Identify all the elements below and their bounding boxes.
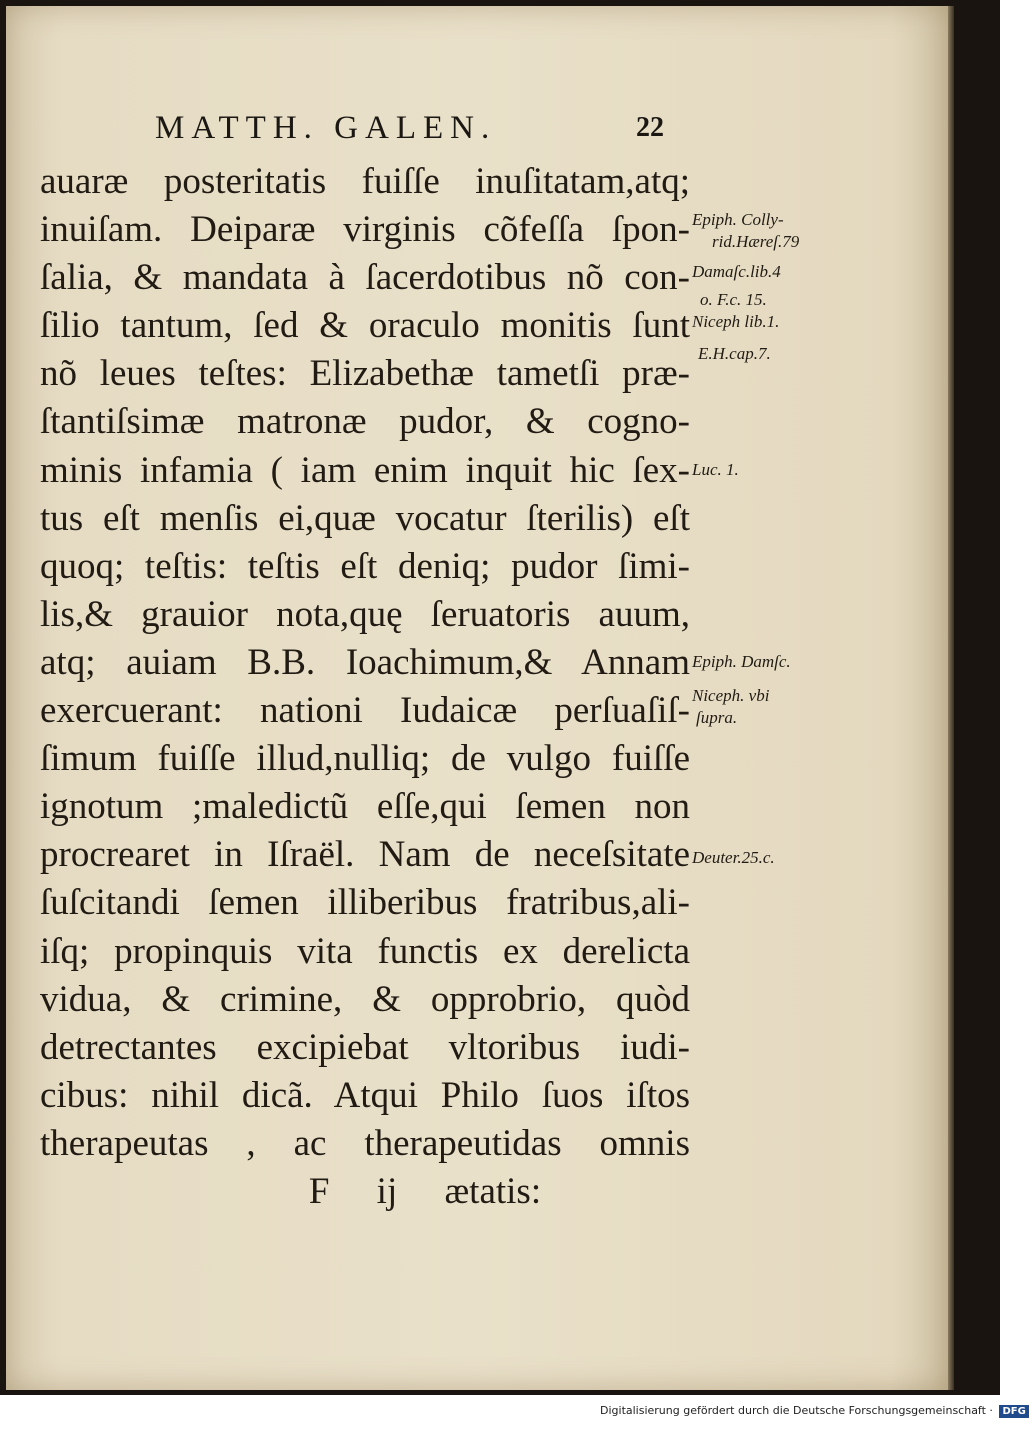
running-title: MATTH. GALEN.	[155, 110, 497, 146]
margin-note: Epiph. Colly-	[692, 210, 784, 229]
page-edge	[948, 6, 954, 1390]
text-line: tus eſt menſis ei,quæ vocatur ſterilis) eſt	[40, 497, 690, 539]
margin-note: rid.Hæreſ.79	[712, 232, 800, 251]
text-line: quoq; teſtis: teſtis eſt deniq; pudor ſimi-	[40, 545, 690, 587]
margin-note: Niceph lib.1.	[692, 312, 780, 331]
text-line: exercuerant: nationi Iudaicæ perſuaſiſ-	[40, 690, 690, 732]
text-line: ignotum ;maledictũ eſſe,qui ſemen non	[40, 786, 690, 828]
text-line: ſimum fuiſſe illud,nulliq; de vulgo fuiſſe	[40, 738, 690, 780]
margin-note: Damaſc.lib.4	[692, 262, 781, 281]
text-line: procrearet in Iſraël. Nam de neceſsitate	[40, 834, 690, 876]
text-line: nõ leues teſtes: Elizabethæ tametſi præ-	[40, 353, 690, 395]
text-line: ſuſcitandi ſemen illiberibus fratribus,ali-	[40, 882, 690, 924]
text-line: cibus: nihil dicã. Atqui Philo ſuos iſtos	[40, 1074, 690, 1116]
margin-note: E.H.cap.7.	[698, 344, 771, 363]
margin-note: Deuter.25.c.	[692, 848, 775, 867]
margin-note: Luc. 1.	[692, 460, 739, 479]
dfg-logo: DFG	[999, 1405, 1028, 1418]
text-line: lis,& grauior nota,quę ſeruatoris auum,	[40, 593, 690, 635]
folio-number: 22	[636, 112, 664, 143]
text-line: atq; auiam B.B. Ioachimum,& Annam	[40, 641, 690, 683]
text-line: vidua, & crimine, & opprobrio, quòd	[40, 978, 690, 1020]
text-line: ſilio tantum, ſed & oraculo monitis ſunt	[40, 305, 690, 347]
catchline: F ij ætatis:	[308, 1170, 542, 1212]
margin-note: Niceph. vbi	[692, 686, 770, 705]
text-line: inuiſam. Deiparæ virginis cõfeſſa ſpon-	[40, 209, 690, 251]
text-line: therapeutas , ac therapeutidas omnis	[40, 1122, 690, 1164]
body-text	[40, 158, 690, 1216]
margin-note: ſupra.	[696, 708, 738, 727]
digitization-credit: Digitalisierung gefördert durch die Deutsche Forschungsgemeinschaft · DFG	[600, 1404, 990, 1422]
text-line: detrectantes excipiebat vltoribus iudi-	[40, 1026, 690, 1068]
text-line: ſtantiſsimæ matronæ pudor, & cogno-	[40, 401, 690, 443]
text-line: iſq; propinquis vita functis ex derelicta	[40, 930, 690, 972]
margin-note: Epiph. Damſc.	[692, 652, 791, 671]
margin-note: o. F.c. 15.	[700, 290, 767, 309]
text-line: minis infamia ( iam enim inquit hic ſex-	[40, 449, 690, 491]
text-line: ſalia, & mandata à ſacerdotibus nõ con-	[40, 257, 690, 299]
text-line: auaræ posteritatis fuiſſe inuſitatam,atq;	[40, 161, 690, 202]
credit-text: Digitalisierung gefördert durch die Deutsche Forschungsgemeinschaft	[600, 1404, 986, 1417]
